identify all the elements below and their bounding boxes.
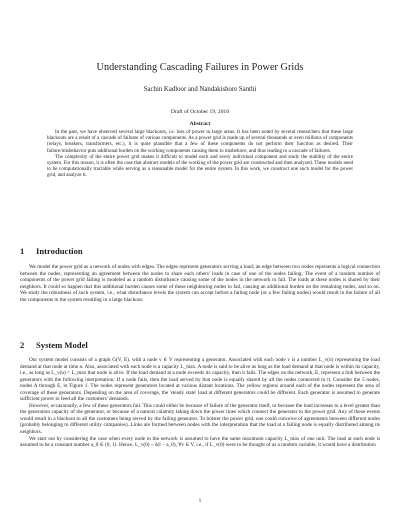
section-title: Introduction (36, 246, 83, 256)
section-number: 2 (20, 340, 25, 350)
paper-title: Understanding Cascading Failures in Power Grids (96, 62, 304, 73)
body-paragraph: We model the power grid as a network of nodes with edges. The edges represent generators serving a load; an edge between two nodes represents a logical connection between the nodes, representing an agreement between the nodes to share each others' loads in case of one of the nodes failing. The event of a random number of components of the power grid failing is modeled as a random disturbance causing some of the nodes in the network to fail. The loads at these nodes is shared by their neighbors. It could so happen that this additional burden causes some of these neighboring nodes to fail, causing an additional burden on the remaining nodes, and so on. We study the robustness of such system, i.e., what disturbance levels the system can accept before a failing node (or a few failing nodes) would result in the failure of all the components in the system resulting in a large blackout. (20, 264, 380, 303)
body-paragraph: However, occasionally, a few of these generators fail. This could either be because of failure of the generator itself, or because the load increases to a level greater than the generation capacity of the generator, or because of a natural calamity taking down the power lines which connect the generator to the power grid. Any of these events would result in a blackout to all the customers being served by the failing generator. To bolster the power grid, one could conceive of agreements between different nodes (probably belonging to different utility companies). Links are formed between nodes with the interpretation that the load at a failing node is equally distributed among its neighbors. (20, 402, 380, 436)
system-model-body (20, 357, 380, 449)
page-number: 1 (198, 498, 202, 504)
abstract-paragraph: In the past, we have observed several large blackouts, i.e. loss of power to large areas. It has been noted by several researchers that these large blackouts are a result of a cascade of failures of various components. As a power grid is made up of several thousands or even millions of components (relays, breakers, transformers, etc.), it is quite plausible that a few of these components do not perform their function as desired. Their failure/misbehavior puts additional burden on the working components causing them to misbehave, and thus leading to a cascade of failures. (47, 129, 353, 154)
body-paragraph: We start out by considering the case when every node in the network is assumed to have the same maximum capacity L_max of one unit. The load at each node is assumed to be a constant number a_0 ∈ (0, 1). Hence, L_v(0) ~ δ(l − a_0), ∀v ∈ V, i.e., if L_v(0) were to be thought of as a random variable, it would have a distribution (20, 435, 380, 449)
section-heading-system-model (20, 340, 88, 350)
abstract-paragraph: The complexity of the entire power grid makes it difficult to model each and every individual component and study the stability of the entire system. For this reason, it is often the case that abstract models of the working of the power grid are constructed and then analyzed. These models need to be computationally tractable while serving as a reasonable model for the entire system. In this work, we construct one such model for the power grid, and analyze it. (47, 153, 353, 179)
abstract-body (47, 129, 353, 179)
body-paragraph: Our system model consists of a graph G(V, E), with a node v ∈ V representing a generator. Associated with each node v is a number L_v(n) representing the load demand at that node at time n. Also, associated with each node is a capacity L_max. A node is said to be alive as long as the load demand at that node is within its capacity, i.e., as long as L_v(n) < L_max that node is alive. If the load demand at a node exceeds its capacity, then it fails. The edges on the network, E, represent a link between the generators with the following interpretation: If a node fails, then the load served by that node is equally shared by all the nodes connected to it. Consider the 5 nodes, nodes A through E, in Figure 1. The nodes represent generators located at various distant locations. The yellow regions around each of the nodes represent the area of coverage of these generators. Depending on the area of coverage, the 'steady state' load at different generators could be different. Each generator is assumed to generate sufficient power to feed all the customers' demands. (20, 357, 380, 403)
section-title: System Model (36, 340, 88, 350)
draft-date: Draft of October 19, 2010 (170, 109, 230, 115)
section-heading-introduction (20, 246, 83, 256)
section-number: 1 (20, 246, 25, 256)
author-line: Sachin Kadloor and Nandakishore Santhi (143, 86, 257, 93)
introduction-body (20, 264, 380, 303)
abstract-heading: Abstract (189, 121, 211, 127)
